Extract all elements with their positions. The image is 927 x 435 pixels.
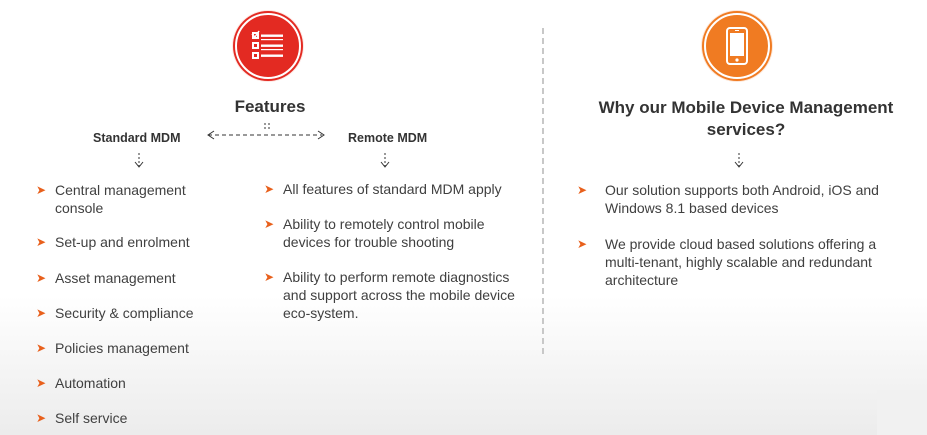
remote-mdm-list (264, 268, 520, 322)
list-item (36, 374, 236, 392)
chevron-right-icon: ➤ (36, 306, 47, 320)
remote-mdm-label: Remote MDM (348, 131, 428, 145)
bottom-panel (877, 390, 927, 435)
features-title: Features (234, 97, 306, 116)
standard-mdm-list (36, 233, 236, 251)
chevron-right-icon: ➤ (577, 183, 588, 197)
chevron-right-icon: ➤ (36, 376, 47, 390)
chevron-right-icon: ➤ (36, 271, 47, 285)
chevron-right-icon: ➤ (264, 182, 275, 196)
list-item-text: Security & compliance (55, 305, 194, 321)
list-item (577, 235, 897, 289)
chevron-right-icon: ➤ (577, 237, 588, 251)
chevron-right-icon: ➤ (36, 235, 47, 249)
chevron-right-icon: ➤ (36, 411, 47, 425)
list-item-text: Central management console (55, 182, 186, 216)
down-arrow-icon (379, 152, 391, 170)
list-item (36, 304, 236, 322)
list-item (264, 268, 520, 322)
mobile-phone-icon (701, 10, 773, 82)
chevron-right-icon: ➤ (264, 217, 275, 231)
list-item (36, 409, 236, 427)
list-item (577, 181, 897, 217)
chevron-right-icon: ➤ (36, 341, 47, 355)
list-item (264, 180, 526, 198)
list-item-text: Ability to remotely control mobile devices for trouble shooting (283, 216, 485, 250)
list-item-text: Automation (55, 375, 126, 391)
standard-mdm-list (36, 181, 226, 217)
remote-mdm-list (264, 215, 514, 251)
why-list (577, 235, 897, 289)
standard-mdm-label: Standard MDM (93, 131, 181, 145)
list-item-text: Asset management (55, 270, 176, 286)
down-arrow-icon (733, 152, 745, 170)
standard-mdm-list (36, 269, 236, 287)
section-divider (542, 28, 544, 354)
remote-mdm-list (264, 180, 526, 198)
list-item-text: Self service (55, 410, 128, 426)
list-item-text: We provide cloud based solutions offering a multi-tenant, highly scalable and redundant architecture (605, 236, 877, 288)
chevron-right-icon: ➤ (264, 270, 275, 284)
list-item (36, 233, 236, 251)
why-list (577, 181, 897, 217)
standard-mdm-list (36, 409, 236, 427)
connector-arrows (206, 120, 330, 144)
list-item (264, 215, 514, 251)
standard-mdm-list (36, 304, 236, 322)
list-item-text: All features of standard MDM apply (283, 181, 502, 197)
checklist-icon (232, 10, 304, 82)
standard-mdm-list (36, 339, 236, 357)
list-item-text: Policies management (55, 340, 189, 356)
list-item (36, 269, 236, 287)
list-item (36, 181, 226, 217)
down-arrow-icon (133, 152, 145, 170)
why-title: Why our Mobile Device Management services? (598, 98, 894, 139)
chevron-right-icon: ➤ (36, 183, 47, 197)
list-item-text: Set-up and enrolment (55, 234, 190, 250)
list-item-text: Ability to perform remote diagnostics and support across the mobile device eco-system. (283, 269, 515, 321)
list-item-text: Our solution supports both Android, iOS and Windows 8.1 based devices (605, 182, 879, 216)
list-item (36, 339, 236, 357)
standard-mdm-list (36, 374, 236, 392)
